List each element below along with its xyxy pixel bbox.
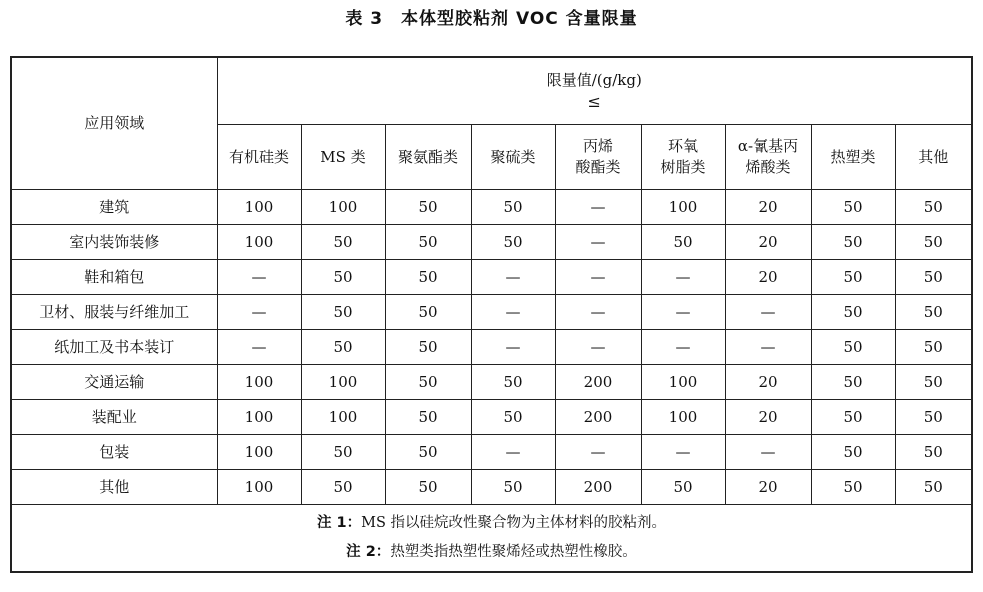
- table-row: [11, 470, 972, 505]
- limit-value-cell: —: [471, 295, 555, 330]
- column-header-line: 丙烯: [582, 137, 613, 155]
- limit-value-cell: —: [555, 260, 641, 295]
- limit-value-cell: —: [725, 435, 811, 470]
- limit-value-cell: 50: [385, 190, 471, 225]
- column-header-line: α-氰基丙: [737, 137, 799, 155]
- limit-value-cell: 50: [811, 225, 895, 260]
- limit-value-cell: 50: [895, 330, 972, 365]
- limit-title: 限量值/(g/kg): [546, 71, 642, 89]
- limit-value-cell: 100: [217, 470, 301, 505]
- limit-value-cell: 100: [301, 190, 385, 225]
- table-row: [11, 435, 972, 470]
- application-field-cell: 交通运输: [11, 365, 217, 400]
- limit-value-cell: —: [471, 260, 555, 295]
- limit-value-cell: 20: [725, 365, 811, 400]
- limit-value-cell: 50: [471, 365, 555, 400]
- limit-value-cell: 100: [217, 435, 301, 470]
- column-header: [641, 125, 725, 190]
- note-line: [12, 509, 971, 538]
- column-header: [217, 125, 301, 190]
- application-field-cell: 其他: [11, 470, 217, 505]
- limit-value-cell: 50: [895, 295, 972, 330]
- limit-value-cell: 50: [641, 470, 725, 505]
- limit-value-cell: 50: [385, 400, 471, 435]
- limit-value-cell: 100: [301, 365, 385, 400]
- limit-value-cell: 50: [385, 330, 471, 365]
- limit-value-cell: 50: [385, 435, 471, 470]
- limit-value-cell: 20: [725, 400, 811, 435]
- column-header-line: 烯酸类: [745, 158, 791, 176]
- limit-value-cell: 20: [725, 260, 811, 295]
- limit-value-cell: 50: [895, 435, 972, 470]
- table-row: [11, 365, 972, 400]
- column-header-line: 热塑类: [830, 147, 876, 166]
- column-header: [555, 125, 641, 190]
- limit-value-cell: —: [555, 225, 641, 260]
- limit-value-cell: 50: [895, 225, 972, 260]
- limit-value-cell: 20: [725, 470, 811, 505]
- column-header-line: 其他: [918, 147, 949, 166]
- table-row: [11, 225, 972, 260]
- limit-value-cell: 50: [385, 225, 471, 260]
- limit-value-cell: —: [471, 435, 555, 470]
- limit-value-cell: —: [555, 330, 641, 365]
- limit-value-cell: 50: [385, 365, 471, 400]
- note-label: 注 2：: [346, 544, 391, 560]
- column-header: [471, 125, 555, 190]
- limit-value-cell: 100: [641, 400, 725, 435]
- limit-value-cell: —: [471, 330, 555, 365]
- limit-value-cell: —: [641, 435, 725, 470]
- limit-value-cell: 50: [811, 400, 895, 435]
- application-field-cell: 卫材、服装与纤维加工: [11, 295, 217, 330]
- limit-value-cell: 50: [301, 295, 385, 330]
- limit-value-cell: 200: [555, 470, 641, 505]
- limit-value-cell: 100: [641, 190, 725, 225]
- voc-limit-table: [10, 56, 973, 573]
- column-header-line: 树脂类: [660, 158, 706, 176]
- limit-value-cell: 50: [301, 225, 385, 260]
- limit-value-cell: 50: [301, 435, 385, 470]
- column-header: [811, 125, 895, 190]
- limit-value-cell: 50: [895, 365, 972, 400]
- limit-value-cell: —: [725, 330, 811, 365]
- limit-value-cell: 100: [641, 365, 725, 400]
- limit-value-cell: —: [555, 295, 641, 330]
- limit-value-cell: 100: [217, 225, 301, 260]
- column-header: [301, 125, 385, 190]
- limit-value-cell: 20: [725, 225, 811, 260]
- limit-value-cell: 50: [811, 365, 895, 400]
- limit-value-cell: 100: [217, 400, 301, 435]
- limit-value-cell: 50: [811, 330, 895, 365]
- note-text: MS 指以硅烷改性聚合物为主体材料的胶粘剂。: [361, 515, 667, 531]
- limit-value-cell: 50: [385, 295, 471, 330]
- limit-value-cell: 50: [471, 190, 555, 225]
- voc-limit-table-container: [10, 56, 971, 573]
- column-header-line: 环氧: [667, 137, 698, 155]
- limit-value-cell: 50: [811, 470, 895, 505]
- limit-symbol: ≤: [587, 92, 601, 111]
- application-field-cell: 室内装饰装修: [11, 225, 217, 260]
- column-header-line: 酸酯类: [575, 158, 621, 176]
- note-text: 热塑类指热塑性聚烯烃或热塑性橡胶。: [390, 544, 637, 560]
- note-line: [12, 538, 971, 567]
- limit-value-cell: 50: [301, 330, 385, 365]
- table-caption: 表 3 本体型胶粘剂 VOC 含量限量: [345, 9, 638, 29]
- limit-value-cell: 50: [471, 225, 555, 260]
- limit-value-cell: 50: [301, 470, 385, 505]
- limit-value-cell: 100: [217, 365, 301, 400]
- note-label: 注 1：: [316, 515, 362, 531]
- limit-value-cell: —: [641, 295, 725, 330]
- limit-value-cell: 50: [385, 470, 471, 505]
- application-field-cell: 包装: [11, 435, 217, 470]
- application-field-cell: 建筑: [11, 190, 217, 225]
- limit-value-cell: 50: [301, 260, 385, 295]
- limit-value-cell: 20: [725, 190, 811, 225]
- column-header-line: 聚硫类: [490, 147, 536, 166]
- limit-value-cell: 50: [471, 470, 555, 505]
- limit-value-cell: 100: [301, 400, 385, 435]
- limit-value-cell: —: [641, 330, 725, 365]
- table-row: [11, 400, 972, 435]
- limit-value-cell: —: [217, 295, 301, 330]
- limit-value-cell: 50: [811, 435, 895, 470]
- limit-value-cell: 50: [471, 400, 555, 435]
- column-header: [385, 125, 471, 190]
- limit-value-cell: 50: [811, 295, 895, 330]
- limit-value-cell: 50: [895, 190, 972, 225]
- limit-value-cell: 50: [895, 260, 972, 295]
- limit-value-cell: 200: [555, 365, 641, 400]
- table-row: [11, 190, 972, 225]
- table-row: [11, 260, 972, 295]
- column-header: [725, 125, 811, 190]
- application-field-cell: 鞋和箱包: [11, 260, 217, 295]
- notes-row: [11, 505, 972, 573]
- limit-value-cell: —: [641, 260, 725, 295]
- limit-value-cell: —: [725, 295, 811, 330]
- limit-value-cell: 100: [217, 190, 301, 225]
- limit-value-cell: —: [217, 260, 301, 295]
- application-field-cell: 装配业: [11, 400, 217, 435]
- limit-value-cell: 50: [385, 260, 471, 295]
- limit-value-cell: 50: [895, 400, 972, 435]
- table-row: [11, 330, 972, 365]
- notes-cell: [11, 505, 972, 573]
- limit-value-cell: 50: [811, 260, 895, 295]
- limit-value-cell: —: [555, 190, 641, 225]
- column-header: [895, 125, 972, 190]
- limit-value-cell: —: [217, 330, 301, 365]
- limit-header: [217, 57, 972, 125]
- table-row: [11, 295, 972, 330]
- limit-value-cell: 50: [895, 470, 972, 505]
- column-header-line: 聚氨酯类: [397, 147, 458, 166]
- column-header-line: 有机硅类: [228, 147, 289, 166]
- field-header: 应用领域: [11, 57, 217, 190]
- limit-value-cell: 50: [811, 190, 895, 225]
- application-field-cell: 纸加工及书本装订: [11, 330, 217, 365]
- limit-value-cell: 50: [641, 225, 725, 260]
- limit-value-cell: —: [555, 435, 641, 470]
- limit-value-cell: 200: [555, 400, 641, 435]
- column-header-line: MS 类: [320, 147, 366, 166]
